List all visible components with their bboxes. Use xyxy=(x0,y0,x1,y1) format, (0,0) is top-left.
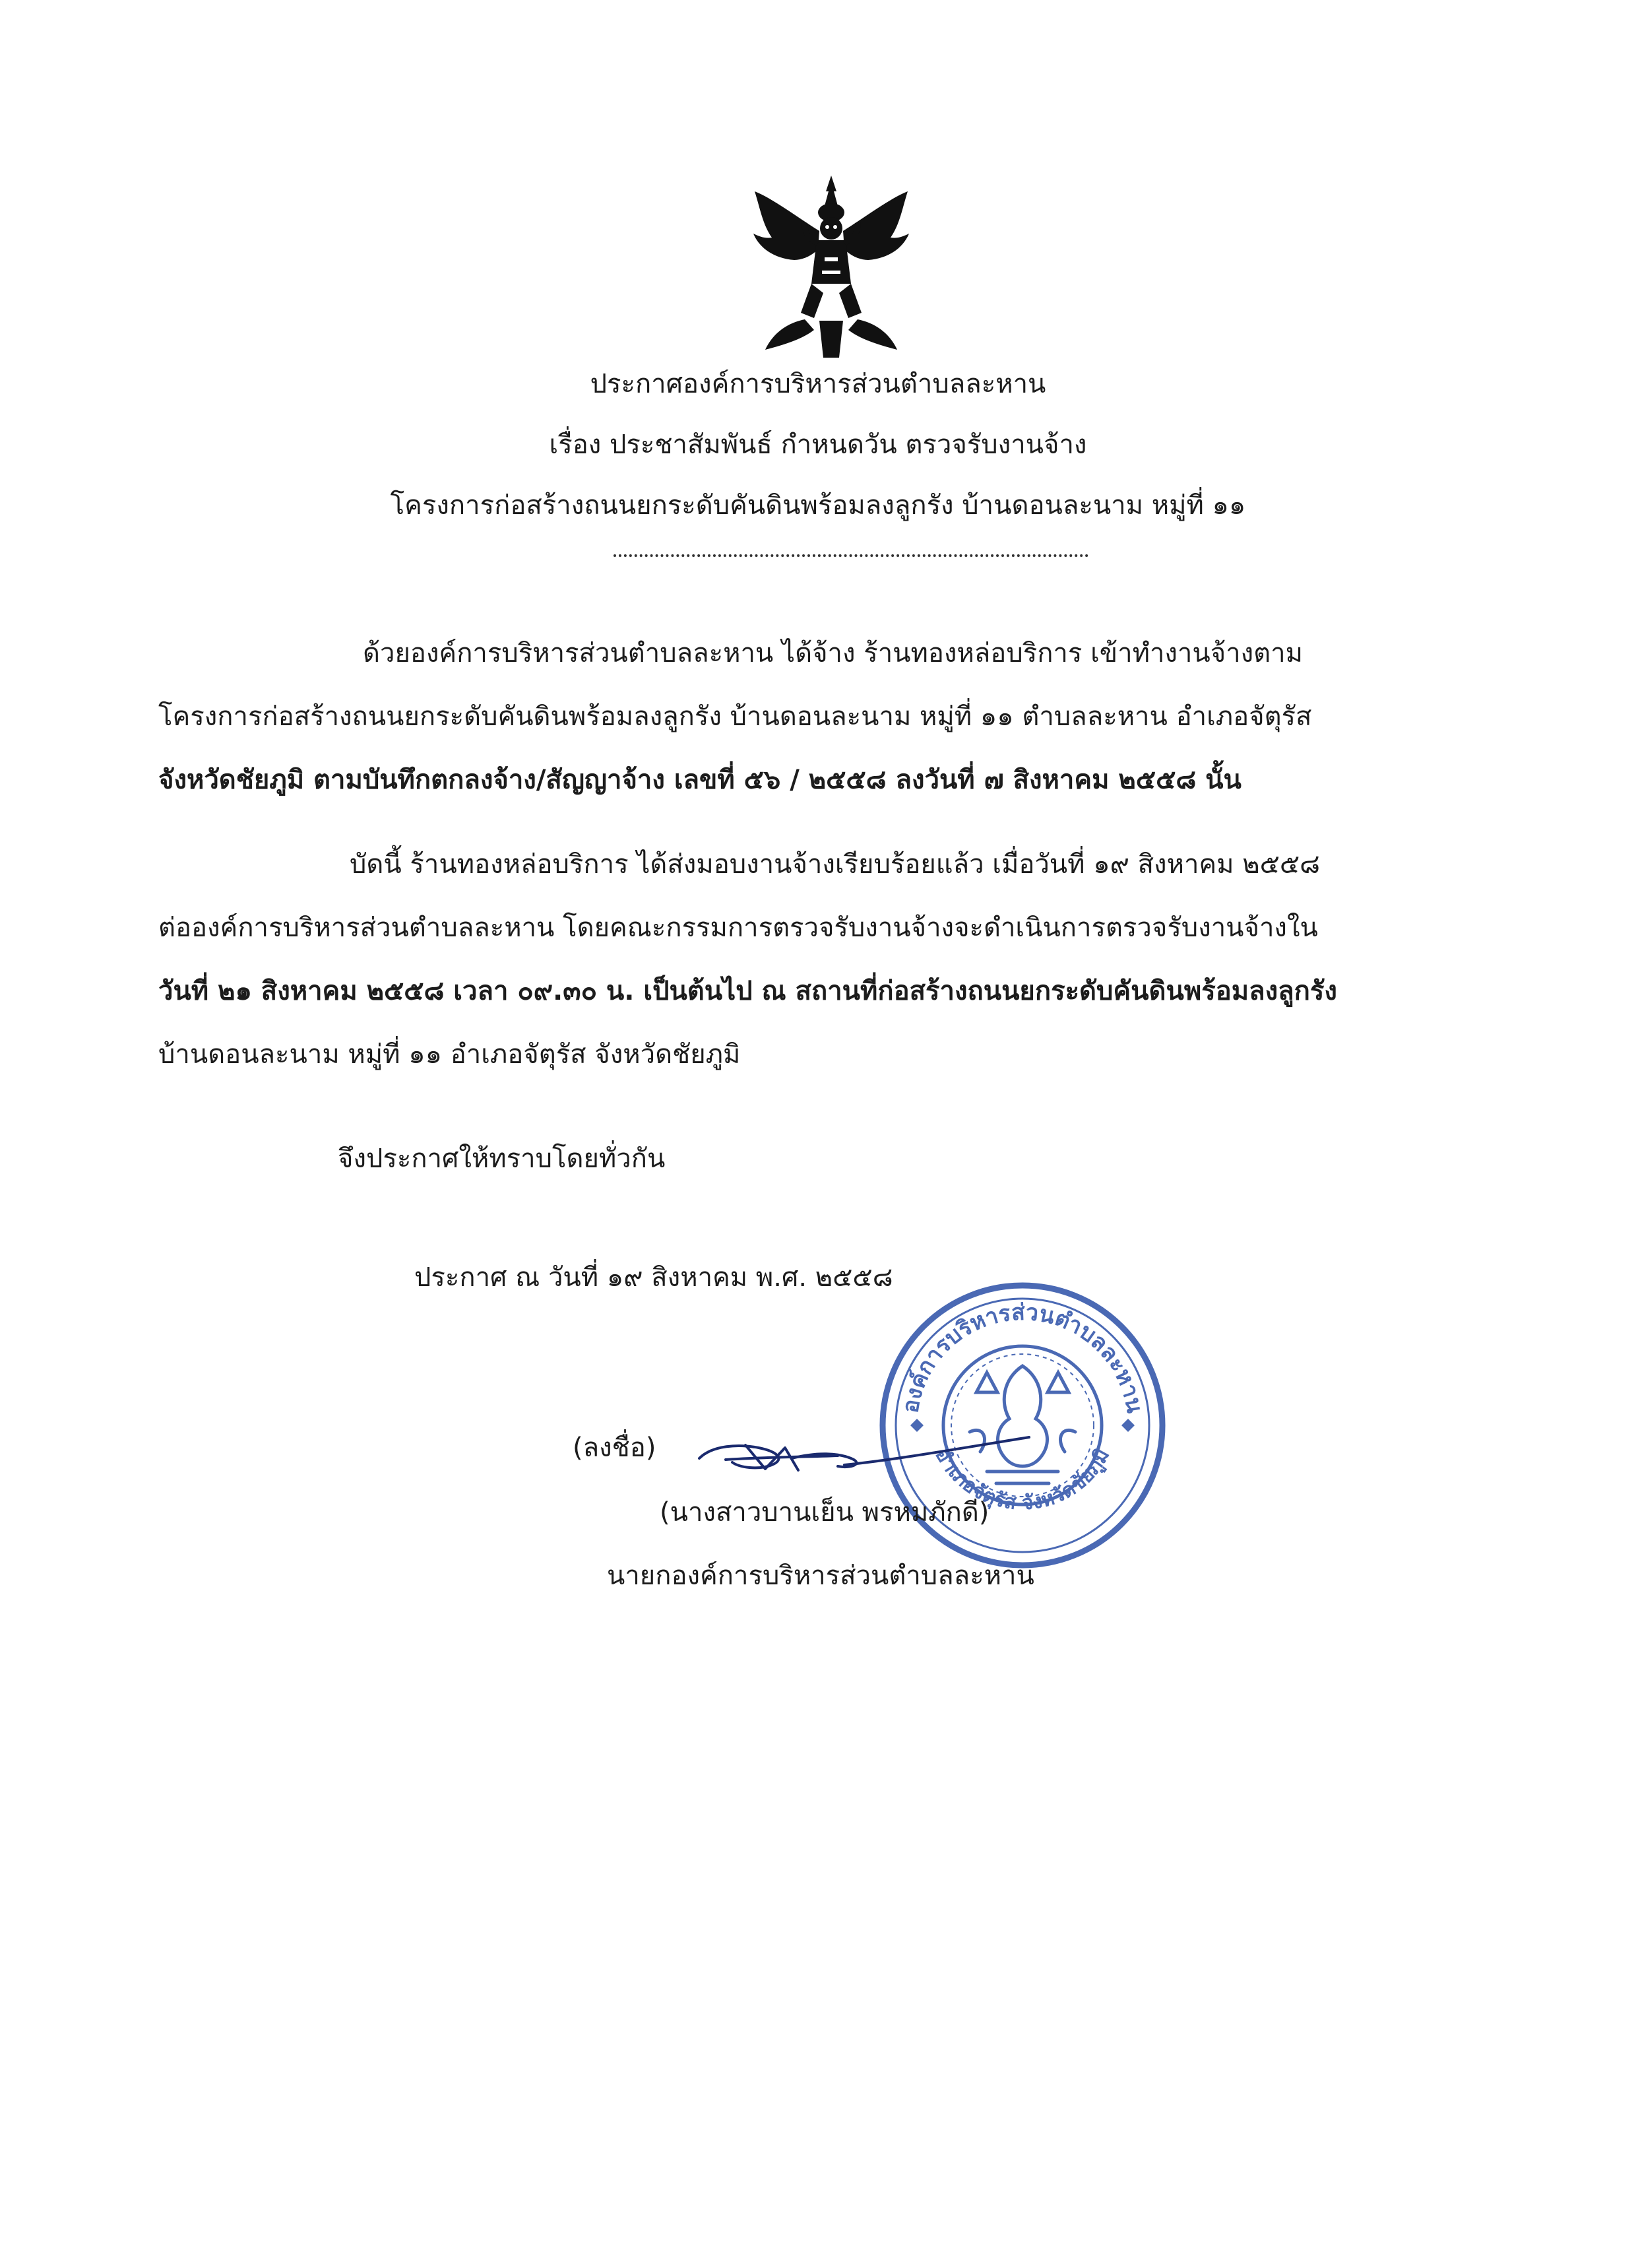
dotted-divider xyxy=(614,554,1088,557)
closing-statement: จึงประกาศให้ทราบโดยทั่วกัน xyxy=(338,1144,666,1174)
paragraph-2-line-1: บัดนี้ ร้านทองหล่อบริการ ได้ส่งมอบงานจ้างเรียบร้อยแล้ว เมื่อวันที่ ๑๙ สิงหาคม ๒๕๕๘ xyxy=(350,849,1321,880)
paragraph-1-line-3: จังหวัดชัยภูมิ ตามบันทึกตกลงจ้าง/สัญญาจ้าง เลขที่ ๕๖ / ๒๕๕๘ ลงวันที่ ๗ สิงหาคม ๒๕๕๘ นั้น xyxy=(158,765,1242,795)
signer-position: นายกองค์การบริหารส่วนตำบลละหาน xyxy=(607,1561,1034,1591)
seal-bottom-text: อำเภอจัตุรัส จังหวัดชัยภูมิ xyxy=(930,1444,1115,1515)
paragraph-2-line-2: ต่อองค์การบริหารส่วนตำบลละหาน โดยคณะกรรมการตรวจรับงานจ้างจะดำเนินการตรวจรับงานจ้างใน xyxy=(158,913,1318,943)
announcement-project: โครงการก่อสร้างถนนยกระดับคันดินพร้อมลงลูกรัง บ้านดอนละนาม หมู่ที่ ๑๑ xyxy=(390,490,1246,521)
sign-label: (ลงชื่อ) xyxy=(573,1433,656,1463)
announcement-date: ประกาศ ณ วันที่ ๑๙ สิงหาคม พ.ศ. ๒๕๕๘ xyxy=(414,1262,893,1293)
signer-name: (นางสาวบานเย็น พรหมภักดี) xyxy=(660,1497,990,1528)
paragraph-2-line-3: วันที่ ๒๑ สิงหาคม ๒๕๕๘ เวลา ๐๙.๓๐ น. เป็นต้นไป ณ สถานที่ก่อสร้างถนนยกระดับคันดินพร้อมลงลูกรัง xyxy=(158,976,1337,1006)
seal-top-text: องค์การบริหารส่วนตำบลละหาน xyxy=(897,1299,1148,1415)
paragraph-1-line-2: โครงการก่อสร้างถนนยกระดับคันดินพร้อมลงลูกรัง บ้านดอนละนาม หมู่ที่ ๑๑ ตำบลละหาน อำเภอจัตุรัส xyxy=(158,701,1312,732)
garuda-emblem-icon xyxy=(745,172,917,363)
handwritten-signature-icon xyxy=(686,1419,1042,1491)
announcement-subject: เรื่อง ประชาสัมพันธ์ กำหนดวัน ตรวจรับงานจ้าง xyxy=(549,430,1087,460)
paragraph-2-line-4: บ้านดอนละนาม หมู่ที่ ๑๑ อำเภอจัตุรัส จังหวัดชัยภูมิ xyxy=(158,1039,741,1070)
announcement-title: ประกาศองค์การบริหารส่วนตำบลละหาน xyxy=(590,369,1046,399)
paragraph-1-line-1: ด้วยองค์การบริหารส่วนตำบลละหาน ได้จ้าง ร้านทองหล่อบริการ เข้าทำงานจ้างตาม xyxy=(363,638,1303,668)
